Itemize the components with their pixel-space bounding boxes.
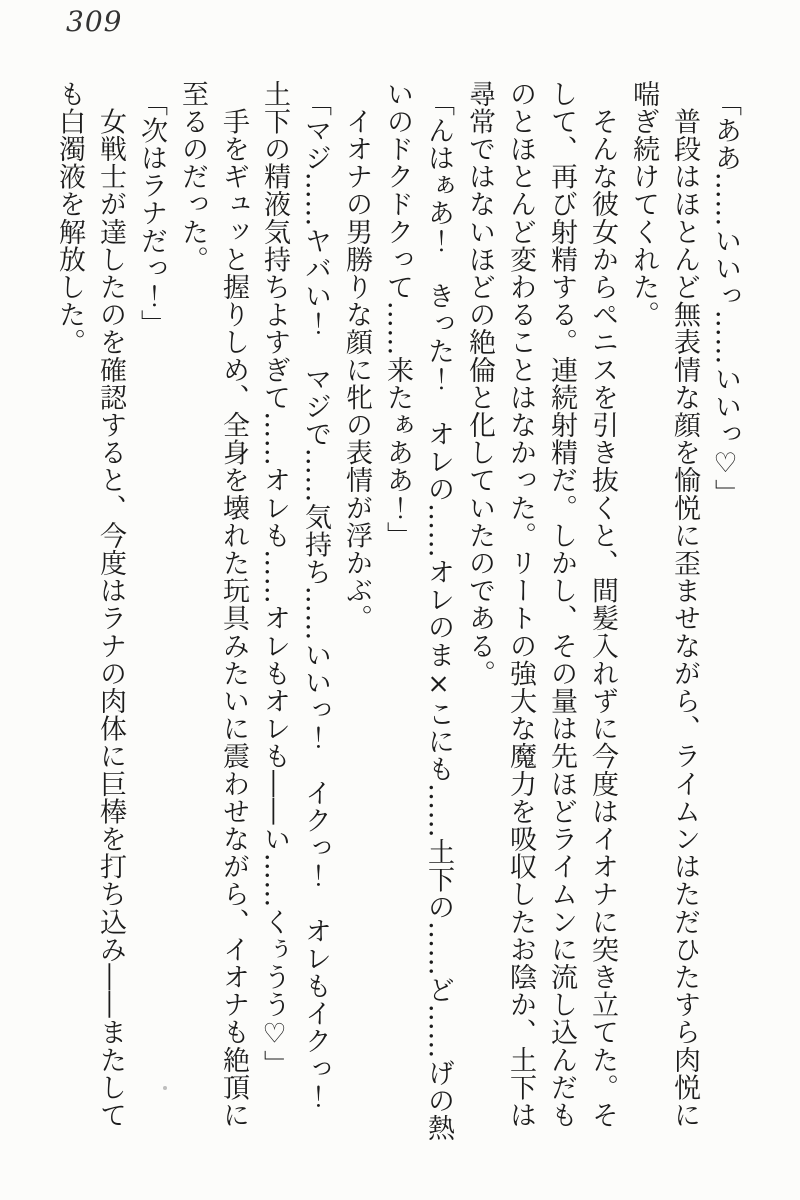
text-line: 至るのだった。 xyxy=(177,80,208,274)
text-line: 「次はラナだっ！」 xyxy=(136,89,167,338)
print-speck xyxy=(163,1086,167,1090)
text-line: いのドクドクって……来たぁああ！」 xyxy=(382,80,413,550)
body-text-block xyxy=(48,80,746,1155)
text-line: 「んはぁあ！ きった！ オレの……オレのま×こにも……土下の……ど……げの熱 xyxy=(423,89,454,1142)
text-line: も白濁液を解放した。 xyxy=(54,80,85,356)
text-line: 尋常ではないほどの絶倫と化していたのである。 xyxy=(464,80,495,688)
text-line: 普段はほとんど無表情な顔を愉悦に歪ませながら、ライムンはただひたすら肉悦に xyxy=(669,80,700,1129)
text-line: イオナの男勝りな顔に牝の表情が浮かぶ。 xyxy=(341,80,372,632)
text-line: のとほとんど変わることはなかった。リートの強大な魔力を吸収したお陰か、土下は xyxy=(505,80,536,1129)
text-line: 「ああ……いいっ……いいっ♡」 xyxy=(710,89,741,507)
text-line: 「マジ……ヤバい！ マジで……気持ち……いいっ！ イクっ！ オレもイクっ！ xyxy=(300,89,331,1111)
text-line: 女戦士が達したのを確認すると、今度はラナの肉体に巨棒を打ち込み――またして xyxy=(95,80,126,1129)
text-line: して、再び射精する。連続射精だ。しかし、その量は先ほどライムンに流し込んだも xyxy=(546,80,577,1129)
page-number: 309 xyxy=(66,5,123,38)
text-line: 喘ぎ続けてくれた。 xyxy=(628,80,659,329)
text-line: 土下の精液気持ちよすぎて……オレも……オレもオレも――い……くぅうう♡」 xyxy=(259,80,290,1078)
text-line: そんな彼女からペニスを引き抜くと、間髪入れずに今度はイオナに突き立てた。そ xyxy=(587,80,618,1129)
text-line: 手をギュッと握りしめ、全身を壊れた玩具みたいに震わせながら、イオナも絶頂に xyxy=(218,80,249,1129)
